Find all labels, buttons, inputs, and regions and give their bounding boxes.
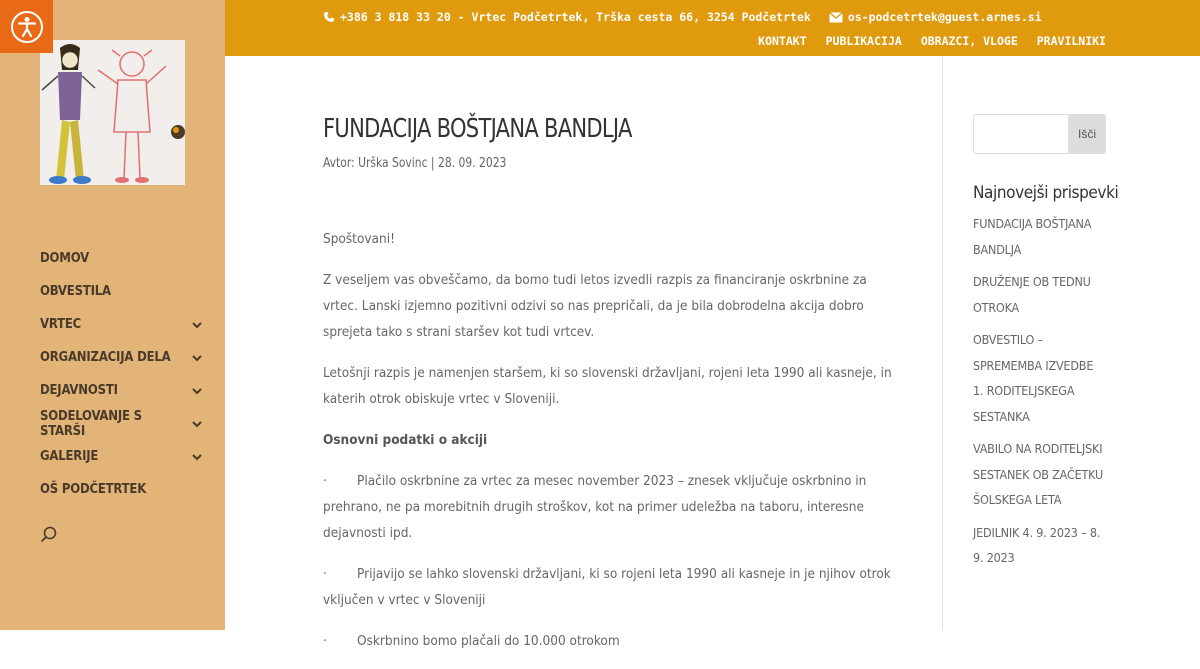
accessibility-icon [11,11,43,43]
bullet-marker: · [323,566,327,582]
nav-item-label: OBVESTILA [40,284,111,299]
nav-item-label: DEJAVNOSTI [40,383,118,398]
content-divider [942,56,943,630]
recent-post-link[interactable]: VABILO NA RODITELJSKI SESTANEK OB ZAČETKU ŠOLSKEGA LETA [973,441,1104,507]
search-button[interactable]: Išči [1068,114,1106,154]
recent-post-link[interactable]: OBVESTILO – SPREMEMBA IZVEDBE 1. RODITELJSKEGA SESTANKA [973,332,1094,424]
site-logo[interactable] [40,40,185,185]
phone-info [323,10,811,24]
post-content [323,56,903,669]
post-title: FUNDACIJA BOŠTJANA BANDLJA [323,114,632,144]
email-info [829,10,1042,24]
nav-item-obvestila[interactable] [40,275,210,308]
paragraph: Z veseljem vas obveščamo, da bomo tudi letos izvedli razpis za financiranje oskrbnine za vrtec. Lanski izjemno pozitivni odzivi so nas prepričali, da je bila dobrodelna akcija dobro sprejeta tako s strani staršev kot tudi vrtcev. [323,272,867,340]
nav-item-dejavnosti[interactable] [40,374,210,407]
nav-item-label: VRTEC [40,317,82,332]
search-input[interactable] [973,114,1068,154]
top-nav-publikacija[interactable]: PUBLIKACIJA [825,34,902,48]
recent-post-link[interactable]: JEDILNIK 4. 9. 2023 – 8. 9. 2023 [973,524,1101,565]
chevron-down-icon[interactable] [190,417,204,431]
bullet-text: Prijavijo se lahko slovenski državljani, ki so rojeni leta 1990 ali kasneje in je njihov otrok vključen v vrtec v Sloveniji [323,566,891,608]
bullet-item [323,628,903,654]
search-widget [973,114,1106,154]
bullet-text: Plačilo oskrbnine za vrtec za mesec november 2023 – znesek vključuje oskrbnino in prehrano, ne pa morebitnih drugih stroškov, kot na primer udeležba na taboru, interesne dejavnosti ipd. [323,473,867,541]
chevron-down-icon[interactable] [190,318,204,332]
nav-item-label: GALERIJE [40,449,99,464]
recent-post-link[interactable]: FUNDACIJA BOŠTJANA BANDLJA [973,216,1092,257]
paragraph: Spoštovani! [323,231,395,247]
nav-item-domov[interactable] [40,242,210,275]
bullet-text: Oskrbnino bomo plačali do 10.000 otrokom [357,633,620,649]
nav-item-label: OŠ PODČETRTEK [40,482,147,497]
bullet-item [323,561,903,613]
post-body [323,226,903,654]
bullet-item [323,468,903,546]
nav-item-galerije[interactable] [40,440,210,473]
left-sidebar [0,0,225,630]
top-nav-obrazci-vloge[interactable]: OBRAZCI, VLOGE [920,34,1018,48]
recent-posts-title: Najnovejši prispevki [973,183,1119,203]
contact-info [323,10,1042,24]
post-meta: Avtor: Urška Sovinc | 28. 09. 2023 [323,156,507,171]
phone-text[interactable]: +386 3 818 33 20 - Vrtec Podčetrtek, Trška cesta 66, 3254 Podčetrtek [340,10,811,24]
top-header [225,0,1200,56]
bullet-marker: · [323,473,327,489]
right-sidebar [973,114,1119,578]
envelope-icon [829,12,843,23]
top-nav-pravilniki[interactable]: PRAVILNIKI [1036,34,1106,48]
accessibility-button[interactable] [0,0,53,53]
email-link[interactable]: os-podcetrtek@guest.arnes.si [847,10,1042,24]
nav-item-label: SODELOVANJE S STARŠI [40,408,142,439]
nav-item-sodelovanje-s-starsi[interactable] [40,407,210,440]
phone-icon [323,11,335,23]
chevron-down-icon[interactable] [190,384,204,398]
chevron-down-icon[interactable] [190,351,204,365]
nav-item-label: DOMOV [40,251,89,266]
children-drawing-logo [40,40,185,185]
chevron-down-icon[interactable] [190,450,204,464]
paragraph: Letošnji razpis je namenjen staršem, ki so slovenski državljani, rojeni leta 1990 ali kasneje, in katerih otrok obiskuje vrtec v Sloveniji. [323,365,892,407]
top-nav [758,34,1106,48]
search-icon[interactable] [40,526,58,544]
section-heading: Osnovni podatki o akciji [323,432,488,448]
nav-item-organizacija-dela[interactable] [40,341,210,374]
top-nav-kontakt[interactable]: KONTAKT [758,34,807,48]
recent-post-link[interactable]: DRUŽENJE OB TEDNU OTROKA [973,274,1091,315]
nav-item-label: ORGANIZACIJA DELA [40,350,171,365]
recent-posts-list [973,211,1106,571]
nav-item-vrtec[interactable] [40,308,210,341]
nav-item-os-podcetrtek[interactable] [40,473,210,506]
bullet-marker: · [323,633,327,649]
main-nav [40,242,210,506]
